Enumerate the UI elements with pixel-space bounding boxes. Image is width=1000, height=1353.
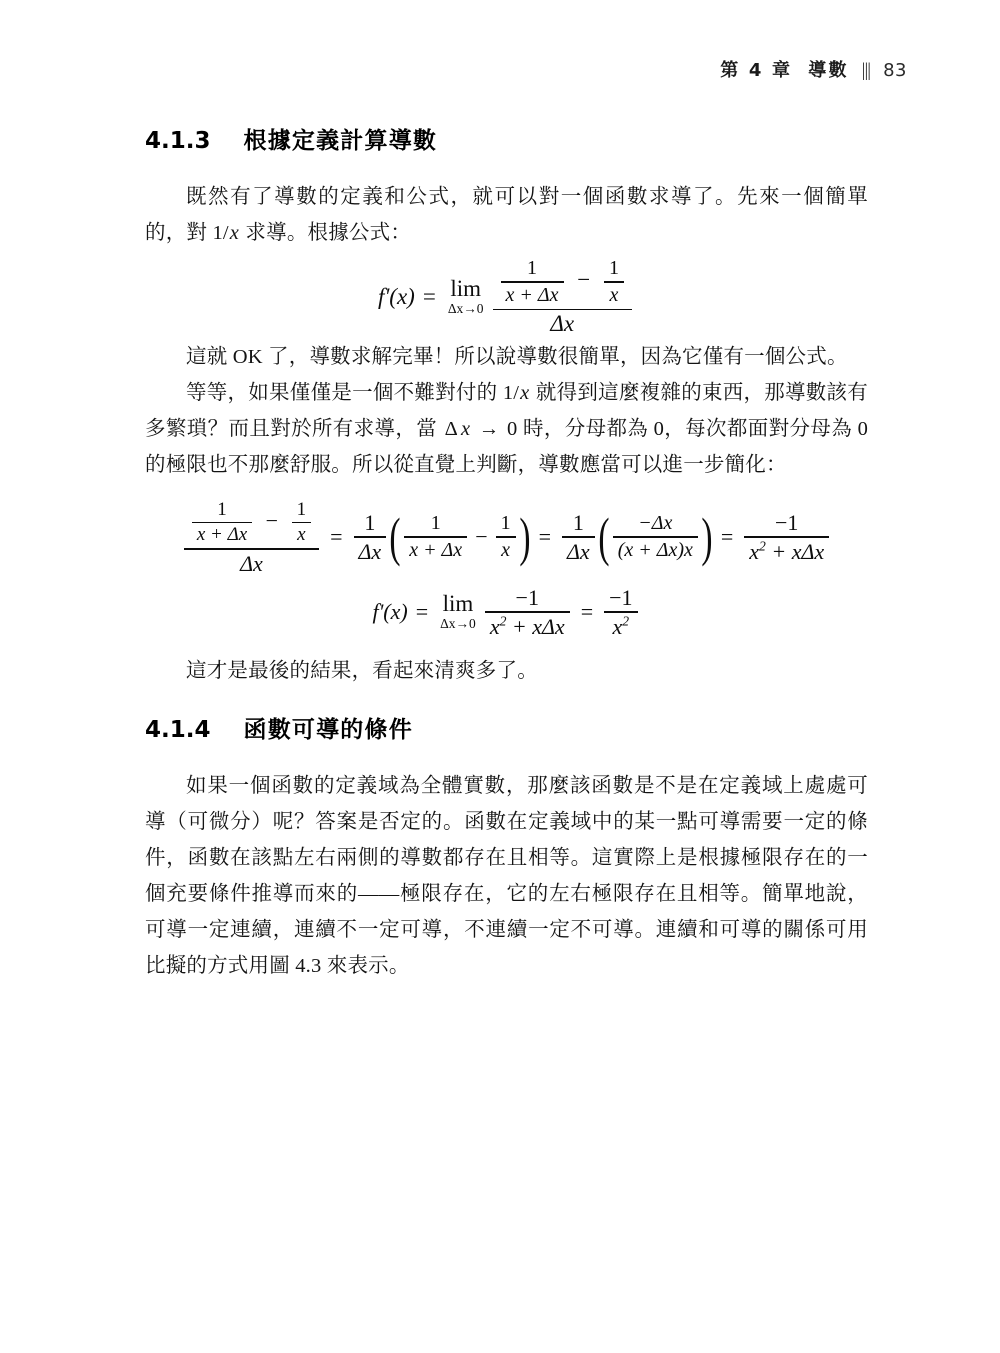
eq3-f1-den-base: x bbox=[489, 613, 500, 639]
eq2-t3-in-num: −Δx bbox=[638, 512, 673, 535]
eq1-minus: − bbox=[577, 267, 591, 293]
eq1-inner-frac1-num: 1 bbox=[527, 257, 538, 280]
eq3-f1-num: −1 bbox=[515, 584, 539, 610]
eq3-equals-2: = bbox=[580, 599, 594, 624]
eq1-outer-denominator: Δx bbox=[550, 311, 575, 337]
eq2-t1-minus: − bbox=[265, 507, 279, 533]
eq2-t2-out-den: Δx bbox=[358, 538, 382, 564]
eq2-t4-den-base: x bbox=[749, 538, 760, 564]
eq2-equals-3: = bbox=[720, 523, 734, 549]
eq3-f2-den-exp: 2 bbox=[622, 613, 630, 629]
eq1-limit-operator bbox=[448, 277, 484, 318]
eq1-lim-subscript: Δx→0 bbox=[447, 300, 484, 316]
eq3-lim-subscript: Δx→0 bbox=[440, 615, 476, 631]
equation-derivative-definition bbox=[145, 255, 868, 339]
paragraph-intro-text-a: 既然有了導數的定義和公式，就可以對一個函數求導了。先來一個簡單的，對 bbox=[145, 186, 868, 244]
inline-arrow-icon: → bbox=[478, 418, 500, 440]
eq2-equals-1: = bbox=[330, 523, 343, 549]
eq2-term3-inner-fraction bbox=[613, 511, 698, 563]
eq2-t2-f2-num: 1 bbox=[500, 512, 511, 535]
section-number-413: 4.1.3 bbox=[145, 128, 211, 154]
eq2-t3-out-den: Δx bbox=[567, 538, 590, 564]
eq2-term2-left-paren: ( bbox=[389, 506, 401, 567]
paragraph-intro bbox=[145, 179, 868, 251]
eq2-equals-2: = bbox=[538, 523, 552, 549]
eq2-t1-f1-den: x + Δx bbox=[196, 524, 248, 546]
eq3-lim-text: lim bbox=[442, 590, 474, 616]
eq2-term3-left-paren: ( bbox=[598, 506, 610, 567]
eq3-lhs: f'(x) bbox=[372, 599, 408, 624]
inline-math-one-over-x-a: 1/x bbox=[212, 222, 240, 244]
running-header bbox=[720, 56, 907, 82]
header-chapter-label: 第 4 章 bbox=[720, 60, 793, 81]
header-separator-icon: ||| bbox=[861, 60, 871, 81]
eq2-term1-fraction bbox=[184, 497, 319, 577]
eq2-term1-inner-frac1 bbox=[192, 498, 252, 547]
eq1-outer-numerator bbox=[493, 255, 632, 309]
eq1-inner-frac2-num: 1 bbox=[609, 257, 619, 280]
eq2-term2-inner-frac2 bbox=[496, 511, 516, 563]
eq1-inner-frac1-den: x + Δx bbox=[505, 283, 559, 306]
equation-final-result bbox=[145, 581, 868, 643]
eq2-t4-den bbox=[744, 538, 829, 565]
inline-math-one-over-x-b: 1/x bbox=[502, 382, 530, 404]
paragraph-complexity-text-c: 時，分母都為 0，每次都面對分母為 0 的極限也不那麼舒服。所以從直覺上判斷，導數應當可以進一步簡化： bbox=[145, 418, 869, 476]
eq2-t2-minus: − bbox=[475, 523, 488, 549]
eq2-term1-numerator bbox=[184, 497, 319, 548]
eq2-term4-fraction bbox=[744, 509, 829, 565]
paragraph-final-comment: 這才是最後的結果，看起來清爽多了。 bbox=[186, 660, 538, 682]
eq2-t2-f2-den: x bbox=[501, 538, 511, 561]
eq3-equals-1: = bbox=[415, 599, 429, 624]
paragraph-complexity-complaint bbox=[145, 375, 868, 483]
eq3-fraction-2 bbox=[604, 584, 637, 640]
eq2-t1-f1-num: 1 bbox=[217, 498, 227, 520]
eq2-t2-f1-den: x + Δx bbox=[409, 538, 463, 561]
eq2-term1-inner-frac2 bbox=[292, 498, 312, 547]
eq1-inner-frac2-den: x bbox=[609, 283, 619, 306]
section-heading-414 bbox=[145, 713, 868, 747]
section-number-414: 4.1.4 bbox=[145, 717, 211, 743]
eq2-t3-in-den: (x + Δx)x bbox=[617, 538, 693, 561]
eq2-t2-out-num: 1 bbox=[364, 509, 376, 535]
inline-math-delta-x-to-zero: Δ x → 0 bbox=[444, 418, 518, 440]
eq3-f1-den-exp: 2 bbox=[499, 613, 507, 629]
eq3-f1-den-rest: + xΔx bbox=[511, 613, 565, 639]
eq2-t4-num: −1 bbox=[775, 509, 799, 535]
page-number: 83 bbox=[883, 60, 907, 81]
eq2-term3-right-paren: ) bbox=[701, 506, 713, 567]
paragraph-ok-result: 這就 OK 了，導數求解完畢！所以說導數很簡單，因為它僅有一個公式。 bbox=[186, 346, 848, 368]
section-heading-413 bbox=[145, 124, 868, 158]
equation-simplification-chain bbox=[145, 489, 868, 585]
section-title-413: 根據定義計算導數 bbox=[243, 128, 438, 154]
paragraph-complexity-text-b: 就得到這麼複雜的東西，那導數該有多繁瑣？而且對於所有求導，當 bbox=[145, 382, 868, 440]
eq1-inner-fraction-1 bbox=[501, 256, 564, 308]
eq3-f2-den-base: x bbox=[612, 613, 623, 639]
eq3-f2-num: −1 bbox=[609, 584, 633, 610]
eq2-t4-den-exp: 2 bbox=[759, 538, 766, 554]
eq2-term2-outer-fraction bbox=[354, 509, 387, 565]
eq1-inner-fraction-2 bbox=[604, 256, 624, 308]
eq2-term2-inner-frac1 bbox=[404, 511, 467, 563]
content-column bbox=[145, 124, 868, 984]
paragraph-complexity-text-a: 等等，如果僅僅是一個不難對付的 bbox=[186, 382, 503, 404]
eq1-lim-text: lim bbox=[450, 275, 481, 301]
eq2-t1-f2-num: 1 bbox=[296, 498, 307, 520]
eq3-f1-den bbox=[485, 613, 570, 640]
eq1-lhs: f'(x) bbox=[378, 284, 415, 309]
eq2-t1-f2-den: x bbox=[297, 524, 306, 546]
eq2-t2-f1-num: 1 bbox=[430, 512, 441, 535]
paragraph-differentiability-conditions: 如果一個函數的定義域為全體實數，那麼該函數是不是在定義域上處處可導（可微分）呢？答案是否定的。函數在定義域中的某一點可導需要一定的條件，函數在該點左右兩側的導數都存在且相等。這實際上是根據極限存在的一個充要條件推導而來的——極限存在，它的左右極限存在且相等。簡單地說，可導一定連續，連續不一定可導，不連續一定不可導。連續和可導的關係可用比擬的方式用圖 4.3 來表示。 bbox=[145, 775, 868, 977]
section-title-414: 函數可導的條件 bbox=[243, 717, 413, 743]
eq3-limit-operator bbox=[440, 592, 476, 633]
eq1-equals: = bbox=[422, 284, 436, 309]
eq2-term3-outer-fraction bbox=[562, 509, 595, 565]
eq3-f2-den bbox=[608, 613, 635, 640]
eq3-fraction-1 bbox=[485, 584, 570, 640]
eq2-t3-out-num: 1 bbox=[572, 509, 584, 535]
eq1-outer-fraction bbox=[493, 255, 632, 339]
eq2-t4-den-rest: + xΔx bbox=[771, 538, 825, 564]
header-chapter-title: 導數 bbox=[808, 60, 849, 81]
eq2-term2-right-paren: ) bbox=[519, 506, 531, 567]
paragraph-intro-text-b: 求導。根據公式： bbox=[240, 222, 412, 244]
eq2-t1-den: Δx bbox=[240, 550, 263, 576]
